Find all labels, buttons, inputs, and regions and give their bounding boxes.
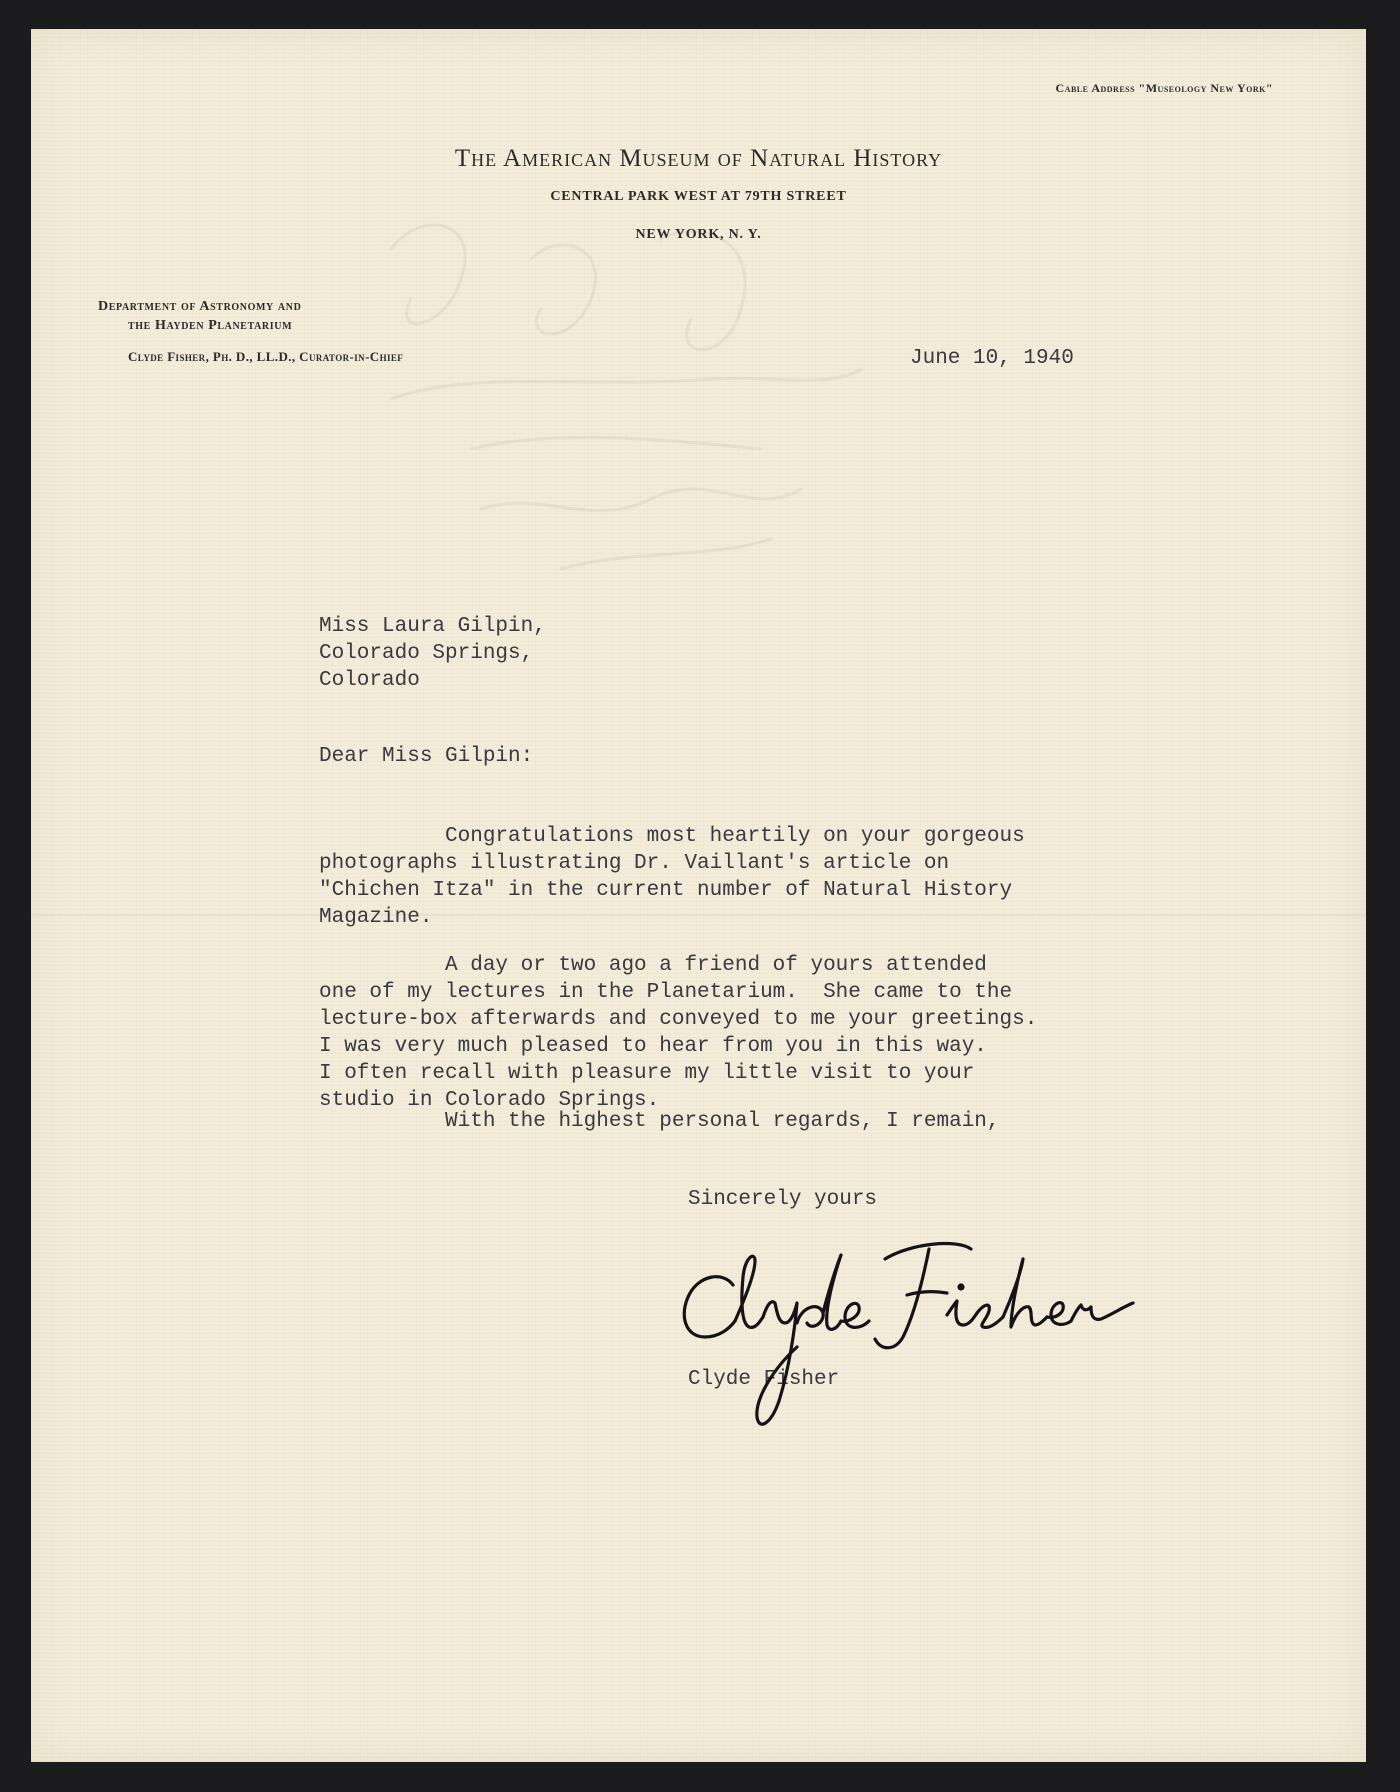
body-paragraph-1 [319,823,1025,931]
museum-city: NEW YORK, N. Y. [635,227,762,242]
letter-date: June 10, 1940 [910,347,1074,370]
paragraph-line: I often recall with pleasure my little visit to your [319,1062,975,1085]
recipient-line: Colorado [319,669,420,692]
museum-name: The American Museum of Natural History [454,145,943,172]
body-paragraph-2 [319,952,1037,1114]
paragraph-line: studio in Colorado Springs. [319,1089,660,1112]
paragraph-line: one of my lectures in the Planetarium. She came to the [319,981,1013,1004]
department-line-1: Department of Astronomy and [98,299,302,314]
paragraph-line: Congratulations most heartily on your gorgeous [319,825,1025,848]
paragraph-line: With the highest personal regards, I remain, [319,1110,1000,1133]
salutation: Dear Miss Gilpin: [319,745,534,768]
recipient-line: Colorado Springs, [319,642,534,665]
faint-reverse-impression [331,189,951,609]
paragraph-line: photographs illustrating Dr. Vaillant's article on [319,852,950,875]
complimentary-close: Sincerely yours [688,1188,878,1211]
paragraph-line: A day or two ago a friend of yours attended [319,954,987,977]
typed-signatory-name: Clyde Fisher [688,1368,840,1391]
curator-line: Clyde Fisher, Ph. D., LL.D., Curator-in-Chief [128,349,404,364]
closing-remark [319,1108,1000,1135]
paragraph-line: lecture-box afterwards and conveyed to me your greetings. [319,1008,1038,1031]
museum-street-address: CENTRAL PARK WEST AT 79TH STREET [550,189,847,204]
paragraph-line: I was very much pleased to hear from you in this way. [319,1035,987,1058]
handwritten-signature [671,1219,1151,1449]
recipient-address [319,613,546,694]
paragraph-line: Magazine. [319,906,433,929]
recipient-line: Miss Laura Gilpin, [319,615,546,638]
cable-address: Cable Address "Museology New York" [1055,81,1273,95]
letter-page [31,29,1366,1762]
department-line-2: the Hayden Planetarium [128,318,293,333]
paragraph-line: "Chichen Itza" in the current number of Natural History [319,879,1013,902]
